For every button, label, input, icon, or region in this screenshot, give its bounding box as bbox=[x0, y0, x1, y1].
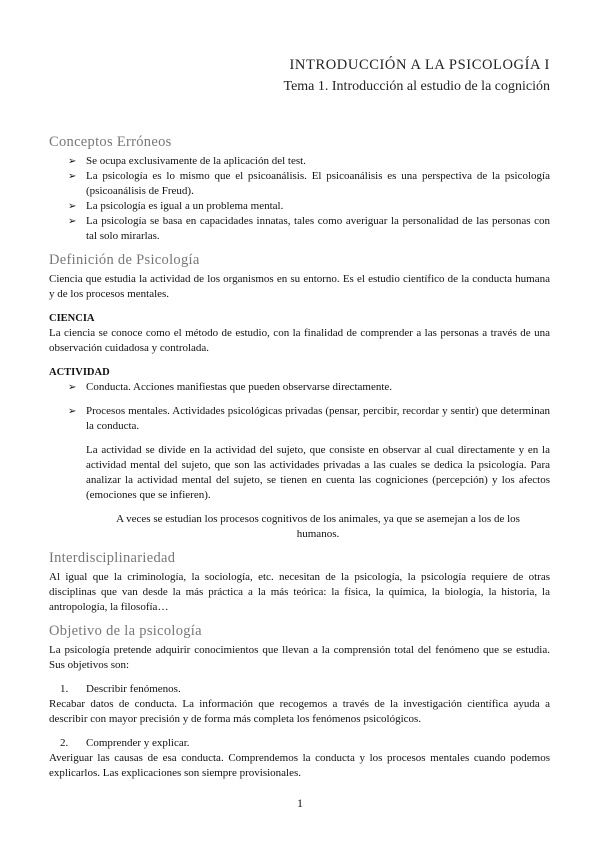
actividad-paragraph: La actividad se divide en la actividad del sujeto, que consiste en observar al cual directamente y en la actividad mental del sujeto, que son las actividades privadas a las cuales se dedica la psicología. Para analizar la actividad mental del sujeto, se tienen en cuenta las cogniciones (percepción) y los afectos (emociones que se infieren). bbox=[86, 444, 550, 501]
objetivos-list bbox=[49, 682, 550, 697]
arrow-bullet-icon: ➢ bbox=[68, 382, 77, 393]
animales-paragraph: A veces se estudian los procesos cognitivos de los animales, ya que se asemejan a los de los humanos. bbox=[116, 513, 520, 540]
arrow-bullet-icon: ➢ bbox=[68, 201, 77, 212]
list-item: ➢ Procesos mentales. Actividades psicológicas privadas (pensar, percibir, recordar y sentir) que determinan la conducta. bbox=[68, 405, 550, 432]
heading-objetivo: Objetivo de la psicología bbox=[49, 623, 202, 639]
list-item: ➢ La psicología es igual a un problema mental. bbox=[68, 200, 284, 212]
list-item: ➢ Se ocupa exclusivamente de la aplicación del test. bbox=[68, 155, 306, 167]
objetivo-2-text: Averiguar las causas de esa conducta. Comprendemos la conducta y los procesos mentales cuando podemos explicarlos. Las explicaciones son siempre provisionales. bbox=[49, 752, 550, 779]
arrow-bullet-icon: ➢ bbox=[68, 406, 77, 417]
ciencia-text: La ciencia se conoce como el método de estudio, con la finalidad de comprender a las personas a través de una observación cuidadosa y controlada. bbox=[49, 327, 550, 354]
document-title: INTRODUCCIÓN A LA PSICOLOGÍA I bbox=[289, 57, 550, 73]
objetivo-1-text: Recabar datos de conducta. La información que recogemos a través de la investigación científica ayuda a describir con mayor precisión y de forma más completa los fenómenos psicológicos. bbox=[49, 698, 550, 725]
heading-conceptos: Conceptos Erróneos bbox=[49, 134, 172, 150]
arrow-bullet-icon: ➢ bbox=[68, 216, 77, 227]
arrow-bullet-icon: ➢ bbox=[68, 156, 77, 167]
list-item: ➢ Conducta. Acciones manifiestas que pueden observarse directamente. bbox=[68, 381, 393, 393]
ciencia-label: CIENCIA bbox=[49, 313, 95, 324]
actividad-label: ACTIVIDAD bbox=[49, 367, 110, 378]
heading-definicion: Definición de Psicología bbox=[49, 252, 200, 268]
conceptos-list bbox=[49, 154, 550, 244]
heading-interdisciplinariedad: Interdisciplinariedad bbox=[49, 550, 176, 566]
document-body bbox=[49, 133, 550, 781]
list-item: 2. Comprender y explicar. bbox=[60, 737, 190, 749]
objetivos-list bbox=[49, 736, 550, 751]
list-item: ➢ La psicología se basa en capacidades innatas, tales como averiguar la personalidad de las personas con tal solo mirarlas. bbox=[68, 215, 550, 242]
interdisciplinariedad-text: Al igual que la criminología, la sociología, etc. necesitan de la psicología, la psicología requiere de otras disciplinas que van desde la más práctica a la más teórica: la física, la química, la biología, la historia, la antropología, la filosofía… bbox=[49, 571, 550, 613]
document-subtitle: Tema 1. Introducción al estudio de la cognición bbox=[283, 79, 550, 94]
objetivo-intro: La psicología pretende adquirir conocimientos que llevan a la comprensión total del fenómeno que se estudia. Sus objetivos son: bbox=[49, 644, 550, 671]
list-item: 1. Describir fenómenos. bbox=[60, 683, 181, 695]
arrow-bullet-icon: ➢ bbox=[68, 171, 77, 182]
list-item: ➢ La psicología es lo mismo que el psicoanálisis. El psicoanálisis es una perspectiva de la psicología (psicoanálisis de Freud). bbox=[68, 170, 550, 197]
actividad-list bbox=[49, 380, 550, 434]
page-number: 1 bbox=[297, 796, 303, 810]
definicion-text: Ciencia que estudia la actividad de los organismos en su entorno. Es el estudio científico de la conducta humana y de los procesos mentales. bbox=[49, 273, 550, 300]
